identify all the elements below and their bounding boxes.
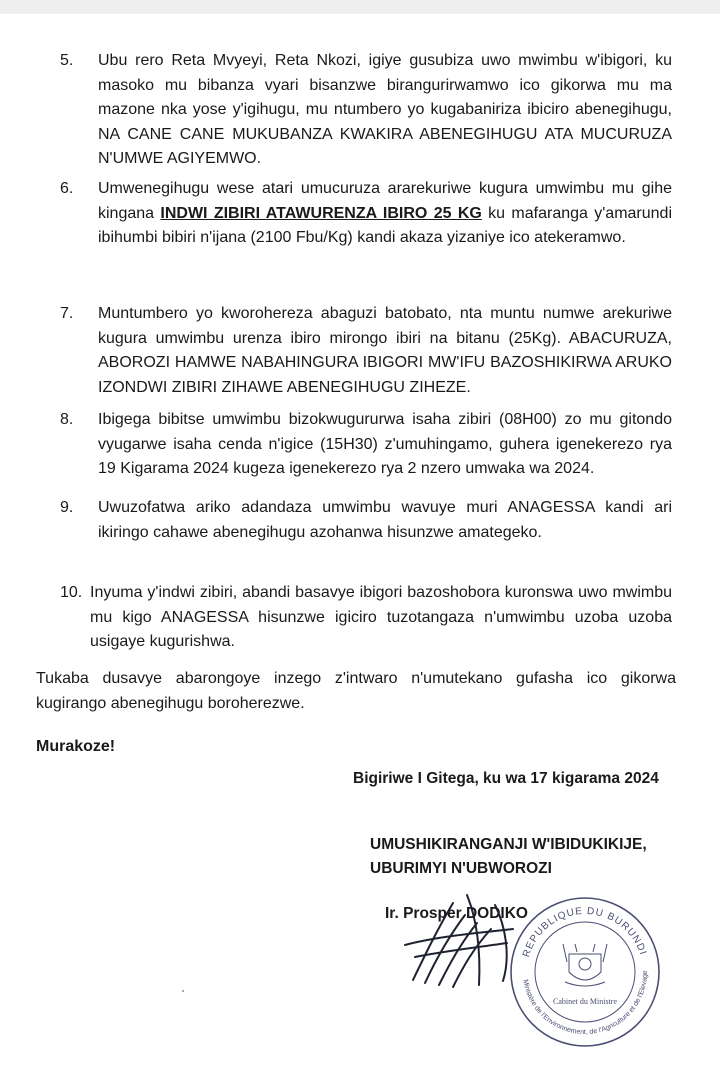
stamp-center-text: Cabinet du Ministre [553, 997, 617, 1006]
stamp-ring-text: REPUBLIQUE DU BURUNDI [521, 905, 649, 959]
item-text: Ibigega bibitse umwimbu bizokwugururwa isaha zibiri (08H00) zo mu gitondo vyugarwe isaha cenda n'igice (15H30) z'umuhingamo, guhera igenekerezo rya 19 Kigarama 2024 kugeza igenekerezo rya 2 nzero umwaka wa 2024. [98, 411, 672, 477]
thanks-text: Murakoze! [36, 738, 116, 755]
item-text-start: Umwenegihugu wese atari umucuruza ararekuriwe kugura umwimbu mu gihe kingana [98, 180, 672, 222]
item-number: 10. [60, 584, 83, 601]
signatory-name: Ir. Prosper DODIKO [385, 905, 528, 922]
closing-paragraph: Tukaba dusavye abarongoye inzego z'intwaro n'umutekano gufasha ico gikorwa kugirango abenegihugu boroherezwe. [36, 670, 676, 712]
item-number: 8. [60, 411, 74, 428]
item-number: 6. [60, 180, 74, 197]
list-item-8 [60, 408, 672, 482]
highlighted-condition: INDWI ZIBIRI ATAWURENZA IBIRO 25 KG [160, 204, 482, 222]
coat-of-arms-icon [563, 944, 607, 986]
list-item-6 [60, 177, 672, 251]
item-text: Uwuzofatwa ariko adandaza umwimbu wavuye muri ANAGESSA kandi ari ikiringo cahawe abenegihugu azohanwa hisunzwe amategeko. [98, 499, 672, 541]
stamp-outer-ring [511, 898, 659, 1046]
item-text-end: ku mafaranga y'amarundi ibihumbi bibiri n'ijana (2100 Fbu/Kg) kandi akaza yizaniye ico atekeramwo. [98, 204, 672, 246]
item-text: Muntumbero yo kworohereza abaguzi batobato, nta muntu numwe arekuriwe kugura umwimbu urenza ibiro mirongo ibiri na bitanu (25Kg). ABACURUZA, ABOROZI HAMWE NABAHINGURA IBIGORI MW'IFU BAZOSHIKIRWA ARUKO IZONDWI ZIBIRI ZIHAWE ABENEGIHUGU ZIHEZE. [98, 305, 672, 396]
item-text: Inyuma y'indwi zibiri, abandi basavye ibigori bazoshobora kuronswa uwo mwimbu mu kigo ANAGESSA hisunzwe igiciro tuzotangaza n'umwimbu uzoba uzoba usigaye kugurishwa. [90, 584, 672, 650]
stamp-ring-text-lower: Ministère de l'Environnement, de l'Agriculture et de l'Elevage [521, 970, 650, 1037]
list-item-7 [60, 302, 672, 400]
item-number: 7. [60, 305, 74, 322]
list-item-9 [60, 496, 672, 545]
stamp-inner-ring [535, 922, 635, 1022]
minister-title-line-1: UMUSHIKIRANGANJI W'IBIDUKIKIJE, [370, 836, 647, 853]
item-text: Ubu rero Reta Mvyeyi, Reta Nkozi, igiye gusubiza uwo mwimbu w'ibigori, ku masoko mu bibanza vyari bisanzwe birangurirwamwo ico gikorwa mu ma mazone nka yose y'igihugu, mu ntumbero yo kugabaniriza ibiciro abenegihugu, NA CANE CANE MUKUBANZA KWAKIRA ABENEGIHUGU ATA MUCURUZA N'UMWE AGIYEMWO. [98, 52, 672, 167]
item-number: 9. [60, 499, 74, 516]
place-date: Bigiriwe I Gitega, ku wa 17 kigarama 2024 [353, 770, 659, 787]
minister-title-line-2: UBURIMYI N'UBWOROZI [370, 860, 552, 877]
list-item-5 [60, 49, 672, 172]
paper-speck [182, 990, 184, 992]
item-number: 5. [60, 52, 74, 69]
handwritten-signature [395, 885, 525, 995]
official-stamp [505, 892, 665, 1052]
item-text [98, 177, 672, 251]
list-item-10 [60, 581, 672, 655]
top-margin-band [0, 0, 720, 14]
